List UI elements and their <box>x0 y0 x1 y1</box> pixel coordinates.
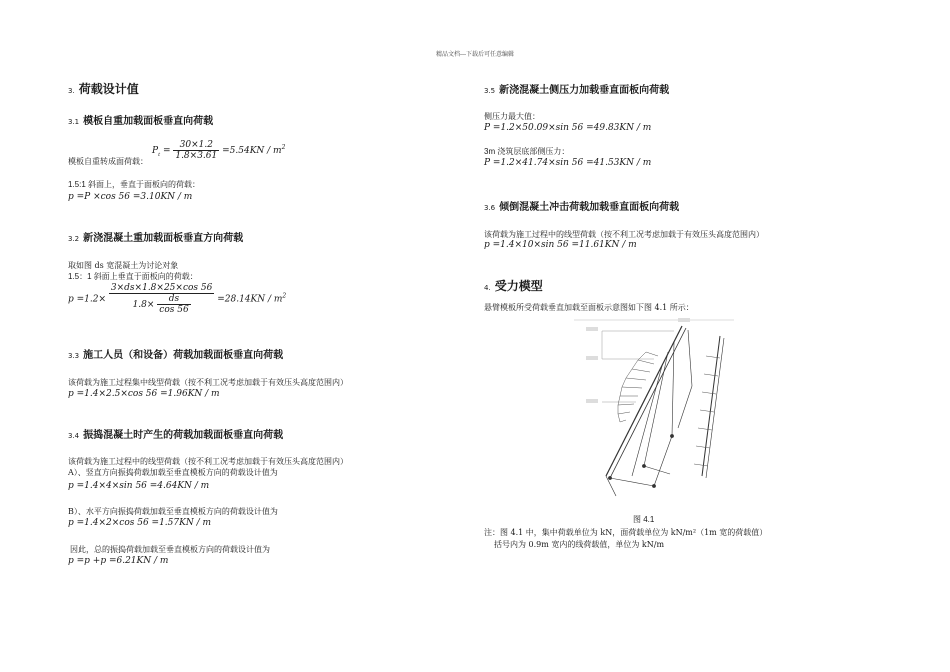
figure-caption: 图 4.1 <box>633 515 655 524</box>
s35-equation-1: P =1.2×50.09×sin 56 =49.83KN / m <box>484 123 652 133</box>
s31-equation-2: p =P ×cos 56 =3.10KN / m <box>68 192 193 202</box>
section-3-3-heading: 3.3 施工人员（和设备）荷载加载面板垂直向荷载 <box>68 350 284 361</box>
s35-line-1: 侧压力最大值： <box>484 112 540 121</box>
section-4-heading: 4. 受力模型 <box>484 279 543 293</box>
s34-equation-total: p =p +p =6.21KN / m <box>68 556 169 566</box>
s34-line-3: 因此，总的振捣荷载加载至垂直模板方向的荷载设计值为 <box>70 545 270 554</box>
figure-note-2: 括号内为 0.9m 宽内的线荷载值，单位为 kN/m <box>494 540 665 549</box>
s35-line-2: 3m 浇筑层底部侧压力： <box>484 147 570 156</box>
figure-note-1: 注：图 4.1 中，集中荷载单位为 kN，面荷载单位为 kN/m²（1m 宽的荷载值） <box>484 528 768 537</box>
s36-line-1: 该荷载为施工过程中的线型荷载（按不利工况考虑加载于有效压头高度范围内） <box>484 230 764 239</box>
s35-equation-2: P =1.2×41.74×sin 56 =41.53KN / m <box>484 158 652 168</box>
s33-line-1: 该荷载为施工过程集中线型荷载（按不利工况考虑加载于有效压头高度范围内） <box>68 378 348 387</box>
s34-line-1: 该荷载为施工过程中的线型荷载（按不利工况考虑加载于有效压头高度范围内） <box>68 457 348 466</box>
figure-4-1-diagram <box>574 316 734 502</box>
s33-equation: p =1.4×2.5×cos 56 =1.96KN / m <box>68 389 220 399</box>
s31-line-2: 1.5:1 斜面上，垂直于面板向的荷载： <box>68 180 201 189</box>
s34-equation-b: p =1.4×2×cos 56 =1.57KN / m <box>68 518 212 528</box>
section-3-6-heading: 3.6 倾倒混凝土冲击荷载加载垂直面板向荷载 <box>484 202 680 213</box>
section-3-5-heading: 3.5 新浇混凝土侧压力加载垂直面板向荷载 <box>484 85 670 96</box>
s4-line-1: 悬臂模板所受荷载垂直加载至面板示意图如下图 4.1 所示： <box>484 303 694 312</box>
s34-line-a: A）、竖直方向振捣荷载加载至垂直模板方向的荷载设计值为 <box>68 468 278 477</box>
page-header: 精品文档---下载后可任意编辑 <box>435 51 515 58</box>
s31-intro: 模板自重转成面荷载： <box>68 157 148 166</box>
section-3-1-heading: 3.1 模板自重加载面板垂直向荷载 <box>68 116 214 127</box>
s31-equation-1: $P_t$ = $\frac{30\times 1.2}{1.8\times 3.61}$ $=5.54KN / m^2$ <box>152 140 286 161</box>
section-3-4-heading: 3.4 振捣混凝土时产生的荷载加载面板垂直向荷载 <box>68 430 284 441</box>
s32-line-1: 取如图 ds 宽混凝土为讨论对象 <box>68 261 179 270</box>
s32-equation: p =1.2× 3×ds×1.8×25×cos 56 1.8× $\frac{ds}{\cos 56}$ $=28.14KN / m^2$ <box>68 283 287 315</box>
s34-equation-a: p =1.4×4×sin 56 =4.64KN / m <box>68 481 210 491</box>
section-3-heading: 3. 荷载设计值 <box>68 82 139 96</box>
s32-line-2: 1.5：1 斜面上垂直于面板向的荷载： <box>68 272 198 281</box>
s36-equation: p =1.4×10×sin 56 =11.61KN / m <box>484 240 637 250</box>
s34-line-b: B）、水平方向振捣荷载加载至垂直模板方向的荷载设计值为 <box>68 507 278 516</box>
section-3-2-heading: 3.2 新浇混凝土重加载面板垂直方向荷载 <box>68 233 244 244</box>
